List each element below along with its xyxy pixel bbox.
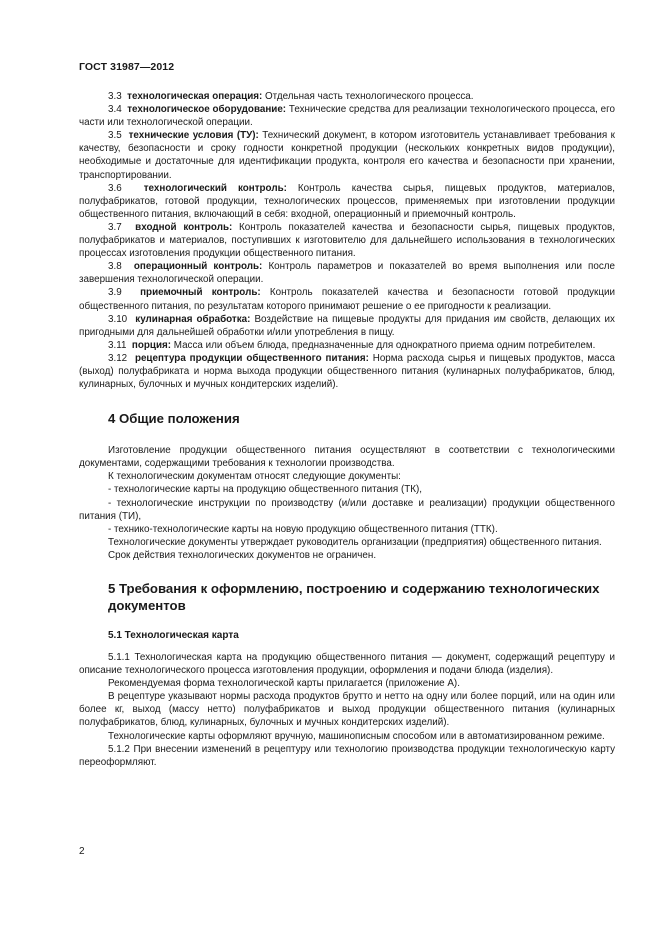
definition-text: Контроль показателей качества и безопасности готовой продукции общественного питания, по результатам которого принимают решение о ее пригодности к реализации. <box>79 287 615 312</box>
definition-3-3 <box>79 90 615 103</box>
definition-term: технологический контроль: <box>143 182 287 194</box>
definition-text: Технические средства для реализации технологического процесса, его части или технологической операции. <box>79 104 615 129</box>
section-4-paragraph: Изготовление продукции общественного питания осуществляют в соответствии с технологическими документами, содержащими требования к технологии производства. <box>79 445 615 470</box>
definition-number: 3.12 <box>108 352 128 364</box>
section-5-paragraph: Технологические карты оформляют вручную, машинописным способом или в автоматизированном режиме. <box>108 730 605 742</box>
section-5-paragraph: 5.1.2 При внесении изменений в рецептуру или технологию производства продукции технологическую карту переоформляют. <box>79 743 615 768</box>
definition-3-6 <box>79 182 615 221</box>
definition-text: Технический документ, в котором изготовитель устанавливает требования к качеству, безопасности и сроку годности конкретной продукции (нескольких конкретных видов продукции), необходимые и достаточные для идентификации продукта, контроля его качества и безопасности при хранении, транспортировании. <box>79 130 615 181</box>
section-4-list-item: - технологические инструкции по производству (и/или доставке и реализации) продукции общественного питания (ТИ), <box>79 497 615 522</box>
document-body <box>79 90 615 769</box>
section-4-paragraph: Технологические документы утверждает руководитель организации (предприятия) общественного питания. <box>108 536 602 548</box>
definition-term: приемочный контроль: <box>140 287 261 299</box>
definition-term: входной контроль: <box>135 221 233 233</box>
definition-number: 3.4 <box>108 104 122 116</box>
definition-term: рецептура продукции общественного питания: <box>134 352 369 364</box>
section-4-heading: 4 Общие положения <box>108 411 240 427</box>
definition-text: Отдельная часть технологического процесса. <box>262 91 474 102</box>
definition-3-7 <box>79 221 615 260</box>
section-4-list-item: - технико-технологические карты на новую продукцию общественного питания (ТТК). <box>108 523 498 535</box>
section-5-1-heading: 5.1 Технологическая карта <box>108 630 239 641</box>
definition-term: операционный контроль: <box>133 261 263 273</box>
standard-header: ГОСТ 31987—2012 <box>79 61 175 73</box>
definition-number: 3.8 <box>108 261 122 273</box>
definition-3-12 <box>79 352 615 391</box>
definition-text: Контроль параметров и показателей во время выполнения или после завершения технологической операции. <box>79 261 615 286</box>
definition-3-8 <box>79 260 615 286</box>
definition-3-5 <box>79 129 615 181</box>
section-4-paragraph: Срок действия технологических документов не ограничен. <box>108 549 377 561</box>
section-5-paragraph: Рекомендуемая форма технологической карты прилагается (приложение А). <box>108 678 460 690</box>
definition-term: порция: <box>131 339 172 351</box>
definition-number: 3.7 <box>108 221 122 233</box>
definition-3-10 <box>79 313 615 339</box>
definition-text: Контроль качества сырья, пищевых продуктов, материалов, полуфабрикатов, готовой продукции, технологических процессов, применяемых при изготовлении продукции общественного питания, включающий в себя: входной, операционный и приемочный контроль. <box>79 182 615 220</box>
definition-number: 3.10 <box>108 313 128 325</box>
definition-3-9 <box>79 286 615 312</box>
definition-term: технологическое оборудование: <box>127 104 287 116</box>
section-5-paragraph: В рецептуре указывают нормы расхода продуктов брутто и нетто на одну или более порций, или на один или более кг, выход (массу нетто) полуфабрикатов и выход продукции общественного питания (кулинарных полуфабрикатов, блюд, кулинарных, булочных и мучных кондитерских изделий). <box>79 691 615 729</box>
definition-term: технические условия (ТУ): <box>128 130 259 142</box>
definition-term: технологическая операция: <box>127 91 263 102</box>
definition-term: кулинарная обработка: <box>135 313 251 325</box>
definition-text: Масса или объем блюда, предназначенные для однократного приема одним потребителем. <box>171 339 596 351</box>
section-5-heading: 5 Требования к оформлению, построению и содержанию технологических документов <box>108 581 600 613</box>
definition-text: Воздействие на пищевые продукты для придания им свойств, делающих их пригодными для дальнейшей обработки и/или употребления в пищу. <box>79 313 615 338</box>
definition-number: 3.3 <box>108 91 122 102</box>
definition-text: Норма расхода сырья и пищевых продуктов, масса (выход) полуфабриката и норма выхода продукции общественного питания (кулинарных полуфабрикатов, блюд, кулинарных, булочных и мучных кондитерских изделий). <box>79 352 615 391</box>
page-number: 2 <box>79 846 85 857</box>
definition-number: 3.5 <box>108 130 122 142</box>
definition-3-4 <box>79 103 615 129</box>
definition-number: 3.6 <box>108 182 122 194</box>
definition-number: 3.11 <box>108 339 127 351</box>
definition-3-11 <box>79 339 615 352</box>
section-5-paragraph: 5.1.1 Технологическая карта на продукцию общественного питания — документ, содержащий рецептуру и описание технологического процесса изготовления продукции, оформления и подачи блюда (изделия). <box>79 652 615 677</box>
section-4-list-item: - технологические карты на продукцию общественного питания (ТК), <box>108 484 423 496</box>
definition-number: 3.9 <box>108 287 122 299</box>
section-4-paragraph: К технологическим документам относят следующие документы: <box>108 471 401 483</box>
definition-text: Контроль показателей качества и безопасности сырья, пищевых продуктов, полуфабрикатов и материалов, поступивших к изготовителю для дальнейшего использования в технологических процессах изготовления продукции общественного питания. <box>79 221 615 260</box>
